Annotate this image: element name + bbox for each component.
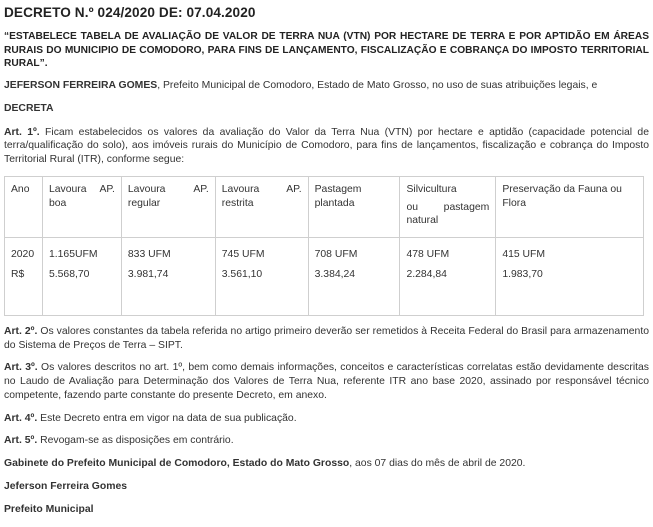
article-5-label: Art. 5º. xyxy=(4,435,38,447)
article-3 xyxy=(4,361,649,402)
header-silvicultura: Silvicultura ou pastagem natural xyxy=(400,176,496,237)
cell-silvicultura: 478 UFM 2.284,84 xyxy=(400,237,496,315)
article-2-text: Os valores constantes da tabela referida no artigo primeiro deverão ser remetidos à Receita Federal do Brasil para armazenamento do Sistema de Preços de Terra – SIPT. xyxy=(4,325,649,351)
article-5-text: Revogam-se as disposições em contrário. xyxy=(37,435,234,447)
article-1-text: Ficam estabelecidos os valores da avaliação do Valor da Terra Nua (VTN) por hectare e aptidão (capacidade potencial de terra/qualificação do solo), aos imóveis rurais do Município de Comodoro, para fins de lançamentos, fiscalização e cobrança do Imposto Territorial Rural (ITR), conforme segue: xyxy=(4,126,649,166)
cell-lavoura-boa: 1.165UFM 5.568,70 xyxy=(42,237,121,315)
article-2-label: Art. 2º. xyxy=(4,325,38,337)
article-4-text: Este Decreto entra em vigor na data de sua publicação. xyxy=(37,412,297,424)
article-2 xyxy=(4,325,649,352)
header-preservacao: Preservação da Fauna ou Flora xyxy=(496,176,644,237)
decree-title: DECRETO N.º 024/2020 DE: 07.04.2020 xyxy=(4,5,256,20)
cell-ano: 2020 R$ xyxy=(5,237,43,315)
signature-name: Jeferson Ferreira Gomes xyxy=(4,480,128,492)
vtn-table xyxy=(4,176,644,316)
article-1-label: Art. 1º. xyxy=(4,126,40,138)
intro-paragraph xyxy=(4,79,649,93)
intro-text: , Prefeito Municipal de Comodoro, Estado de Mato Grosso, no uso de suas atribuições legais, e xyxy=(157,80,598,92)
cell-preservacao: 415 UFM 1.983,70 xyxy=(496,237,644,315)
mayor-name: JEFERSON FERREIRA GOMES xyxy=(4,80,158,92)
decree-summary: “ESTABELECE TABELA DE AVALIAÇÃO DE VALOR DE TERRA NUA (VTN) POR HECTARE DE TERRA E POR APTIDÃO EM ÁREAS RURAIS DO MUNICIPIO DE COMODORO, PARA FINS DE LANÇAMENTO, FISCALIZAÇÃO E COBRANÇA DO IMPOSTO TERRITORIAL RURAL”. xyxy=(4,30,649,70)
header-pastagem: Pastagem plantada xyxy=(308,176,400,237)
gabinete-text: , aos 07 dias do mês de abril de 2020. xyxy=(349,458,526,470)
cell-lavoura-regular: 833 UFM 3.981,74 xyxy=(121,237,215,315)
decreta-heading: DECRETA xyxy=(4,102,54,114)
signature-role: Prefeito Municipal xyxy=(4,503,94,515)
header-ano: Ano xyxy=(5,176,43,237)
gabinete-bold: Gabinete do Prefeito Municipal de Comodoro, Estado do Mato Grosso xyxy=(4,458,350,470)
article-3-label: Art. 3º. xyxy=(4,362,38,374)
table-row xyxy=(5,237,644,315)
table-header-row xyxy=(5,176,644,237)
article-3-text: Os valores descritos no art. 1º, bem como demais informações, conceitos e características correlatas estão devidamente descritas no Laudo de Avaliação para Determinação dos Valores de Terra Nua, referente ITR ano base 2020, assinado por responsável técnico competente, fazendo parte constante do presente Decreto, em anexo. xyxy=(4,362,649,401)
article-5 xyxy=(4,434,649,448)
gabinete-paragraph xyxy=(4,457,649,471)
header-lavoura-regular: Lavoura AP. regular xyxy=(121,176,215,237)
header-lavoura-boa: Lavoura AP. boa xyxy=(42,176,121,237)
article-4-label: Art. 4º. xyxy=(4,412,38,424)
cell-pastagem: 708 UFM 3.384,24 xyxy=(308,237,400,315)
article-4 xyxy=(4,412,649,426)
cell-lavoura-restrita: 745 UFM 3.561,10 xyxy=(215,237,308,315)
header-lavoura-restrita: Lavoura AP. restrita xyxy=(215,176,308,237)
article-1 xyxy=(4,126,649,167)
